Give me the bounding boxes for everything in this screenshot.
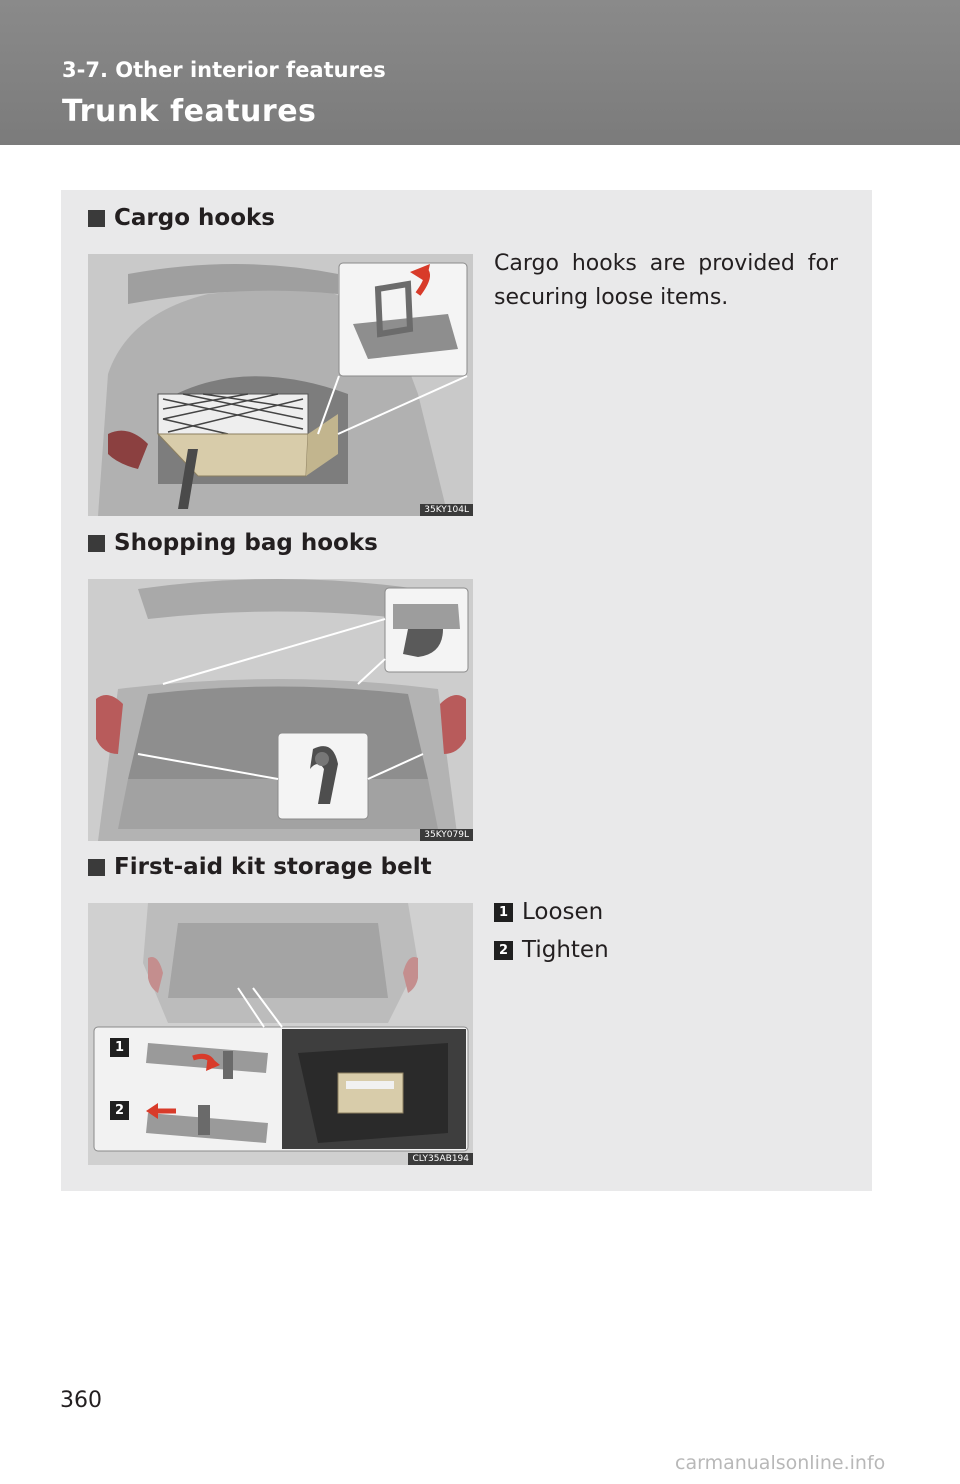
square-bullet-icon <box>88 210 105 227</box>
watermark-link[interactable]: carmanualsonline.info <box>675 1452 886 1474</box>
first-aid-belt-illustration <box>88 903 473 1165</box>
page-title: Trunk features <box>62 94 317 129</box>
first-aid-belt-heading-text: First-aid kit storage belt <box>114 854 432 880</box>
step-label: Loosen <box>522 899 604 925</box>
cargo-hooks-heading-text: Cargo hooks <box>114 205 275 231</box>
step-2-marker: 2 <box>114 1103 125 1118</box>
step-number-badge: 1 <box>494 903 513 922</box>
section-breadcrumb: 3-7. Other interior features <box>62 58 386 82</box>
step-loosen <box>494 899 603 925</box>
first-aid-belt-heading <box>88 854 432 880</box>
trunk-cargo-hooks-drawing <box>88 254 473 516</box>
cargo-hooks-heading <box>88 205 275 231</box>
step-1-marker: 1 <box>114 1040 125 1055</box>
page-number: 360 <box>60 1388 102 1413</box>
figure-code-label: 35KY104L <box>420 504 473 516</box>
step-number-badge: 2 <box>494 941 513 960</box>
cargo-hooks-description: Cargo hooks are provided for securing loose items. <box>494 251 838 310</box>
step-tighten <box>494 937 609 963</box>
shopping-bag-hooks-illustration <box>88 579 473 841</box>
trunk-bag-hooks-drawing <box>88 579 473 841</box>
shopping-bag-hooks-heading <box>88 530 378 556</box>
figure-code-label: 35KY079L <box>420 829 473 841</box>
cargo-hooks-illustration <box>88 254 473 516</box>
step-label: Tighten <box>522 937 609 963</box>
page-header <box>0 0 960 145</box>
trunk-first-aid-belt-drawing <box>88 903 473 1165</box>
square-bullet-icon <box>88 535 105 552</box>
figure-code-label: CLY35AB194 <box>408 1153 473 1165</box>
square-bullet-icon <box>88 859 105 876</box>
shopping-bag-hooks-heading-text: Shopping bag hooks <box>114 530 378 556</box>
